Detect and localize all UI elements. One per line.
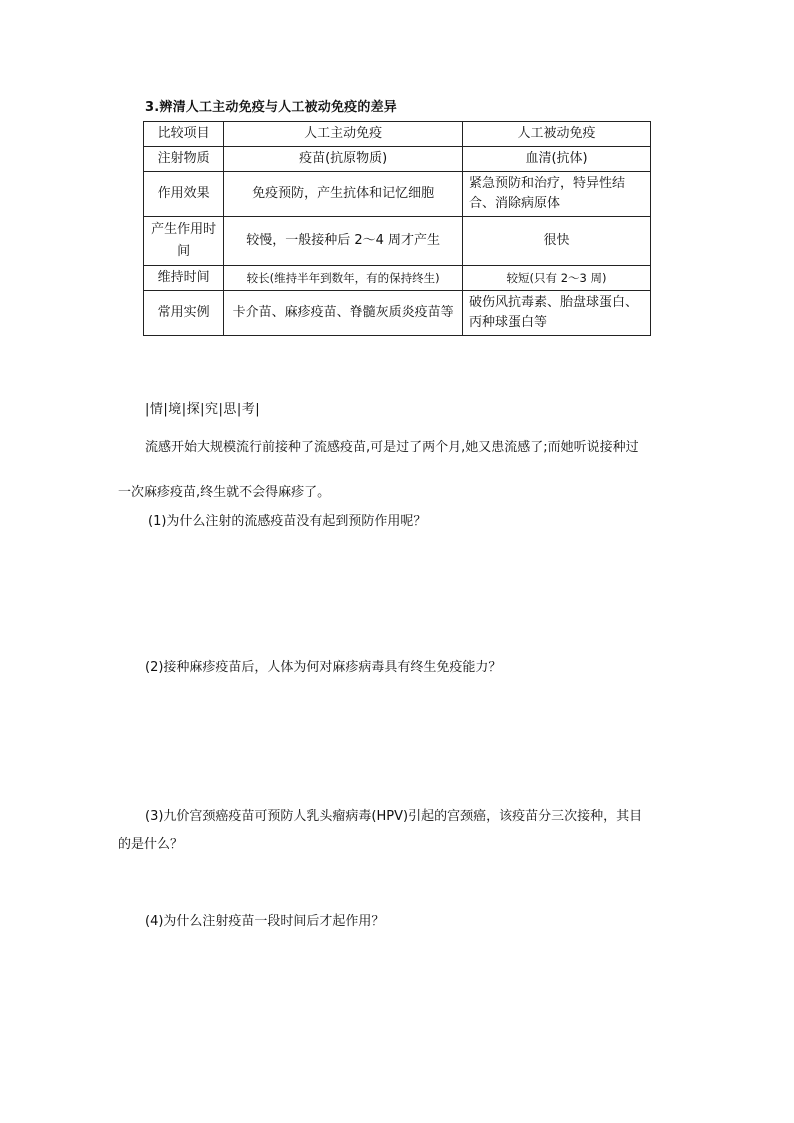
header-cell: 比较项目 (144, 122, 224, 147)
passive-cell: 破伤风抗毒素、胎盘球蛋白、丙种球蛋白等 (463, 291, 651, 336)
passive-cell: 血清(抗体) (463, 147, 651, 172)
active-cell: 免疫预防，产生抗体和记忆细胞 (224, 172, 463, 217)
active-cell: 疫苗(抗原物质) (224, 147, 463, 172)
row-label: 注射物质 (144, 147, 224, 172)
active-cell: 较慢，一般接种后 2～4 周才产生 (224, 217, 463, 266)
header-cell: 人工主动免疫 (224, 122, 463, 147)
question-2: (2)接种麻疹疫苗后，人体为何对麻疹病毒具有终生免疫能力？ (145, 660, 502, 675)
header-cell: 人工被动免疫 (463, 122, 651, 147)
row-label: 常用实例 (144, 291, 224, 336)
table-row (144, 217, 651, 266)
question-1: (1)为什么注射的流感疫苗没有起到预防作用呢？ (148, 514, 427, 529)
active-cell: 较长(维持半年到数年，有的保持终生) (224, 266, 463, 291)
row-label: 产生作用时间 (144, 217, 224, 266)
passive-cell: 紧急预防和治疗，特异性结合、消除病原体 (463, 172, 651, 217)
scenario-text-continued: 一次麻疹疫苗,终生就不会得麻疹了。 (118, 485, 331, 500)
question-3-continued: 的是什么？ (118, 837, 184, 852)
active-cell: 卡介苗、麻疹疫苗、脊髓灰质炎疫苗等 (224, 291, 463, 336)
row-label: 维持时间 (144, 266, 224, 291)
table-header-row (144, 122, 651, 147)
section-title: 3.辨清人工主动免疫与人工被动免疫的差异 (145, 100, 397, 115)
table-row (144, 147, 651, 172)
question-3: (3)九价宫颈癌疫苗可预防人乳头瘤病毒(HPV)引起的宫颈癌，该疫苗分三次接种，其目 (145, 809, 643, 824)
situation-heading: |情|境|探|究|思|考| (145, 402, 261, 417)
table-row (144, 291, 651, 336)
row-label: 作用效果 (144, 172, 224, 217)
comparison-table (143, 121, 651, 336)
passive-cell: 较短(只有 2～3 周) (463, 266, 651, 291)
passive-cell: 很快 (463, 217, 651, 266)
table-row (144, 266, 651, 291)
question-4: (4)为什么注射疫苗一段时间后才起作用？ (145, 914, 385, 929)
table-row (144, 172, 651, 217)
scenario-text: 流感开始大规模流行前接种了流感疫苗,可是过了两个月,她又患流感了;而她听说接种过 (145, 440, 639, 455)
